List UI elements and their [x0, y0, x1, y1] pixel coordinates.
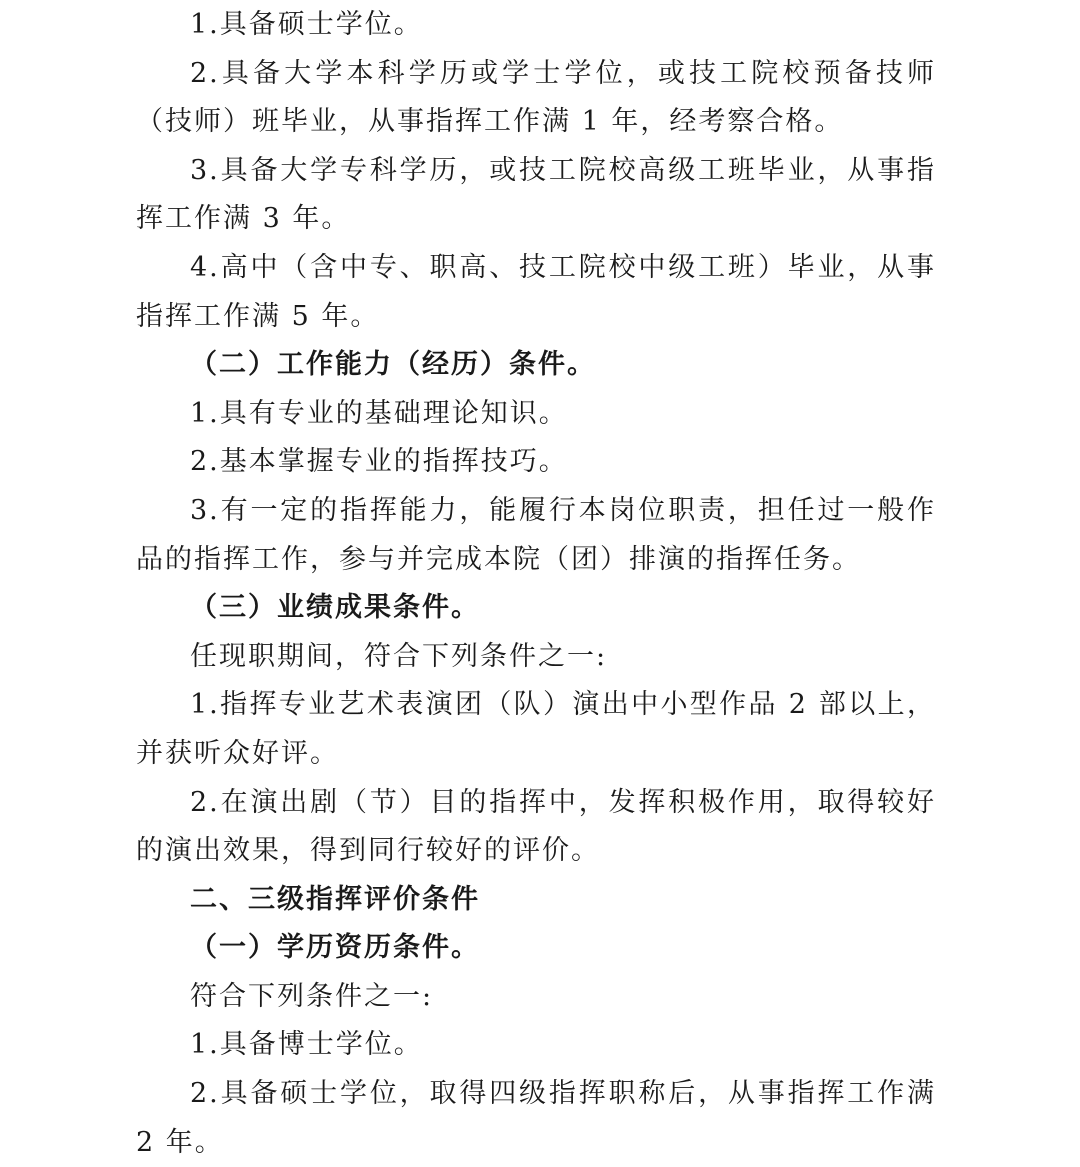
section-heading-achievements: （三）业绩成果条件。: [190, 592, 480, 624]
section-heading-level-3-conductor: 二、三级指挥评价条件: [190, 883, 480, 915]
paragraph-ability-1-theory: 1.具有专业的基础理论知识。: [190, 397, 568, 429]
paragraph-achievement-2-effect: 2.在演出剧（节）目的指挥中，发挥积极作用，取得较好的演出效果，得到同行较好的评价。: [136, 786, 936, 867]
paragraph-achievement-1-performances: 1.指挥专业艺术表演团（队）演出中小型作品 2 部以上，并获听众好评。: [136, 689, 936, 769]
paragraph-item-1-master-degree: 1.具备硕士学位。: [190, 9, 423, 40]
paragraph-ability-3-capability: 3.有一定的指挥能力，能履行本岗位职责，担任过一般作品的指挥工作，参与并完成本院（团）排演的指挥任务。: [136, 494, 936, 575]
paragraph-education-2-master: 2.具备硕士学位，取得四级指挥职称后，从事指挥工作满 2 年。: [136, 1078, 936, 1158]
paragraph-achievement-intro: 任现职期间，符合下列条件之一:: [190, 640, 608, 672]
paragraph-ability-2-technique: 2.基本掌握专业的指挥技巧。: [190, 446, 568, 478]
paragraph-item-4-high-school: 4.高中（含中专、职高、技工院校中级工班）毕业，从事指挥工作满 5 年。: [136, 251, 936, 332]
paragraph-education-intro: 符合下列条件之一:: [190, 980, 434, 1012]
paragraph-item-3-college-diploma: 3.具备大学专科学历，或技工院校高级工班毕业，从事指挥工作满 3 年。: [136, 154, 936, 235]
paragraph-education-1-doctorate: 1.具备博士学位。: [190, 1029, 423, 1061]
section-heading-work-ability: （二）工作能力（经历）条件。: [190, 349, 596, 381]
section-heading-education: （一）学历资历条件。: [190, 932, 480, 964]
paragraph-item-2-bachelor-degree: 2.具备大学本科学历或学士学位，或技工院校预备技师（技师）班毕业，从事指挥工作满 1 年，经考察合格。: [136, 57, 936, 138]
